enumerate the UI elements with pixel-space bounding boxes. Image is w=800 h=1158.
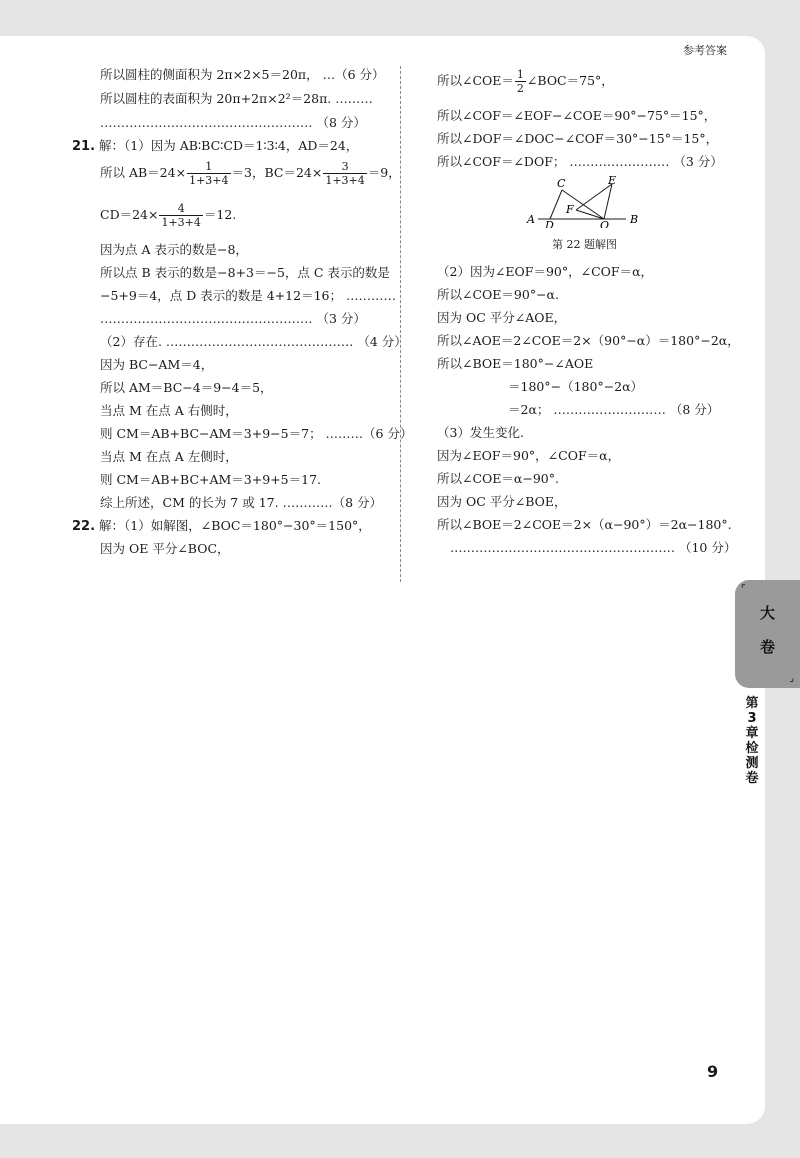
q21-ab-prefix: 所以 AB＝24× bbox=[100, 165, 187, 180]
right-line-14: 因为 OC 平分∠BOE， bbox=[437, 494, 567, 509]
right-line-11: （3）发生变化. bbox=[437, 425, 524, 440]
label-c: C bbox=[557, 177, 566, 190]
column-divider bbox=[400, 66, 401, 582]
q21-intro: 解：（1）因为 AB∶BC∶CD＝1∶3∶4，AD＝24， bbox=[99, 138, 359, 153]
left-line-8: （2）存在. ……………………………………… （4 分） bbox=[100, 334, 407, 349]
tab-char-big: 大 bbox=[759, 604, 775, 622]
q21-number: 21. bbox=[72, 139, 96, 154]
right-line-4: （2）因为∠EOF＝90°，∠COF＝α， bbox=[437, 264, 654, 279]
side-tab bbox=[735, 580, 800, 688]
right-line-12: 因为∠EOF＝90°，∠COF＝α， bbox=[437, 448, 621, 463]
right-line-7: 所以∠AOE＝2∠COE＝2×（90°−α）＝180°−2α， bbox=[437, 333, 740, 348]
fraction-bc bbox=[323, 160, 366, 187]
figure-caption: 第 22 题解图 bbox=[552, 238, 617, 251]
right-line-13: 所以∠COE＝α−90°. bbox=[437, 471, 559, 486]
fraction-cd-denominator: 1+3+4 bbox=[161, 216, 201, 229]
fraction-half-denominator: 2 bbox=[516, 82, 524, 95]
label-f: F bbox=[566, 203, 574, 216]
left-line-14: 则 CM＝AB+BC+AM＝3+9+5＝17. bbox=[100, 472, 321, 487]
tab-char-juan: 卷 bbox=[759, 638, 775, 656]
tab-corner-bottom: ⌟ bbox=[789, 673, 794, 684]
fraction-cd-numerator: 4 bbox=[159, 202, 202, 216]
left-line-9: 因为 BC−AM＝4， bbox=[100, 357, 214, 372]
fraction-ab-numerator: 1 bbox=[187, 160, 230, 174]
q22-diagram bbox=[526, 172, 646, 228]
label-b: B bbox=[630, 213, 639, 226]
right-line-2: 所以∠DOF＝∠DOC−∠COF＝30°−15°＝15°， bbox=[437, 131, 719, 146]
left-line-7: …………………………………………… （3 分） bbox=[100, 311, 366, 326]
page-number: 9 bbox=[707, 1062, 719, 1081]
q21-cd-suffix: ＝12. bbox=[203, 207, 237, 222]
left-line-12: 则 CM＝AB+BC−AM＝3+9−5＝7； ………（6 分） bbox=[100, 426, 413, 441]
left-line-16: 因为 OE 平分∠BOC， bbox=[100, 541, 230, 556]
left-line-4: 因为点 A 表示的数是−8， bbox=[100, 242, 248, 257]
fraction-half bbox=[515, 68, 526, 95]
right-line-9: ＝180°−（180°−2α） bbox=[508, 379, 644, 394]
label-o: O bbox=[600, 219, 610, 228]
q21-ab-suffix: ＝3，BC＝24× bbox=[231, 165, 323, 180]
label-d: D bbox=[545, 219, 554, 228]
left-line-5: 所以点 B 表示的数是−8+3＝−5，点 C 表示的数是 bbox=[100, 265, 390, 280]
header-label: 参考答案 bbox=[683, 44, 727, 57]
fraction-ab-denominator: 1+3+4 bbox=[189, 174, 229, 187]
fraction-half-numerator: 1 bbox=[516, 68, 524, 81]
q21-intro-line bbox=[72, 138, 358, 155]
fraction-bc-numerator: 3 bbox=[323, 160, 366, 174]
right-line-5: 所以∠COE＝90°−α. bbox=[437, 287, 559, 302]
segment-dc bbox=[550, 190, 562, 219]
right-line-6: 因为 OC 平分∠AOE， bbox=[437, 310, 567, 325]
q21-cd-line bbox=[100, 200, 236, 230]
q22-intro-line bbox=[72, 518, 371, 535]
left-line-6: −5+9＝4，点 D 表示的数是 4+12＝16； ………… bbox=[100, 288, 396, 303]
fraction-ab bbox=[187, 160, 230, 187]
right-line-3: 所以∠COF＝∠DOF； …………………… （3 分） bbox=[437, 154, 723, 169]
fraction-bc-denominator: 1+3+4 bbox=[325, 174, 365, 187]
left-line-15: 综上所述，CM 的长为 7 或 17. …………（8 分） bbox=[100, 495, 382, 510]
left-line-10: 所以 AM＝BC−4＝9−4＝5， bbox=[100, 380, 273, 395]
right-line-16: ……………………………………………… （10 分） bbox=[450, 540, 737, 555]
left-line-2: 所以圆柱的表面积为 20π+2π×2²＝28π. ……… bbox=[100, 91, 373, 106]
left-line-13: 当点 M 在点 A 左侧时， bbox=[100, 449, 238, 464]
fraction-cd bbox=[159, 202, 202, 229]
q21-ab-bc-line bbox=[100, 158, 401, 188]
q22-intro: 解：（1）如解图，∠BOC＝180°−30°＝150°， bbox=[99, 518, 371, 533]
right-line-8: 所以∠BOE＝180°−∠AOE bbox=[437, 356, 594, 371]
tab-corner-top: ⌜ bbox=[741, 584, 746, 595]
left-line-3: …………………………………………… （8 分） bbox=[100, 115, 366, 130]
label-a: A bbox=[527, 213, 535, 226]
right-line-1: 所以∠COF＝∠EOF−∠COE＝90°−75°＝15°， bbox=[437, 108, 717, 123]
right-coe-suffix: ∠BOC＝75°， bbox=[526, 73, 614, 88]
left-line-1: 所以圆柱的侧面积为 2π×2×5＝20π， …（6 分） bbox=[100, 67, 385, 82]
q22-number: 22. bbox=[72, 519, 96, 534]
right-line-15: 所以∠BOE＝2∠COE＝2×（α−90°）＝2α−180°. bbox=[437, 517, 732, 532]
right-coe-line bbox=[437, 66, 614, 96]
chapter-test-label: 第3章检测卷 bbox=[745, 696, 759, 786]
label-e: E bbox=[608, 174, 617, 187]
right-line-10: ＝2α； ……………………… （8 分） bbox=[508, 402, 720, 417]
right-coe-prefix: 所以∠COE＝ bbox=[437, 73, 514, 88]
left-line-11: 当点 M 在点 A 右侧时， bbox=[100, 403, 238, 418]
q21-bc-suffix: ＝9， bbox=[367, 165, 401, 180]
segment-fo bbox=[576, 210, 604, 219]
q21-cd-prefix: CD＝24× bbox=[100, 207, 159, 222]
